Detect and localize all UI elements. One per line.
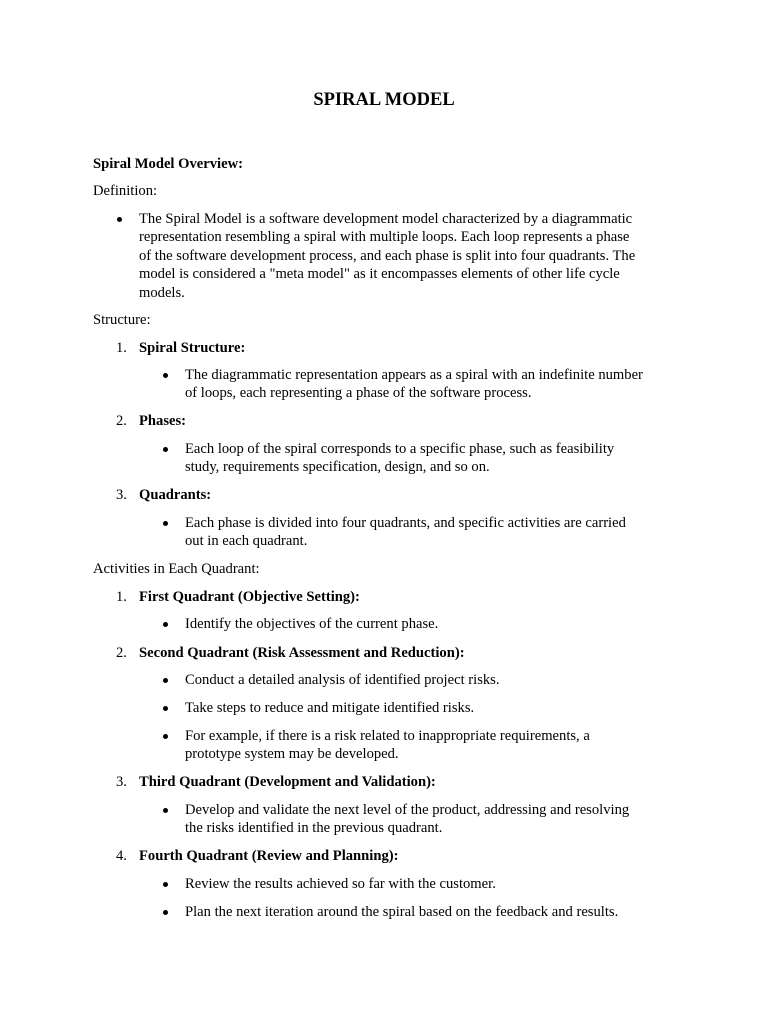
structure-heading-spiral: Spiral Structure: — [139, 340, 246, 356]
definition-line: The Spiral Model is a software development model characterized by a diagrammatic — [139, 211, 633, 227]
definition-line: of the software development process, and each phase is split into four quadrants. The — [139, 247, 636, 264]
list-item-line: study, requirements specification, design, and so on. — [185, 459, 490, 476]
list-number: 2. — [116, 645, 127, 661]
list-number: 1. — [116, 589, 127, 605]
list-number: 4. — [116, 848, 127, 864]
list-item-line: Identify the objectives of the current phase. — [185, 616, 439, 632]
activity-heading-first-quadrant: First Quadrant (Objective Setting): — [139, 589, 360, 605]
definition-line: model is considered a "meta model" as it encompasses elements of other life cycle — [139, 266, 620, 283]
list-item-line: of loops, each representing a phase of the software process. — [185, 385, 532, 402]
page-title: SPIRAL MODEL — [313, 90, 455, 110]
list-item-line: For example, if there is a risk related to inappropriate requirements, a — [185, 728, 590, 744]
list-number: 3. — [116, 487, 127, 503]
list-number: 2. — [116, 413, 127, 429]
list-item-line: Plan the next iteration around the spiral based on the feedback and results. — [185, 904, 619, 920]
list-number: 1. — [116, 340, 127, 356]
bullet-icon — [162, 801, 170, 819]
definition-label: Definition: — [93, 183, 158, 199]
bullet-icon — [162, 671, 170, 689]
list-item-line: Each loop of the spiral corresponds to a specific phase, such as feasibility — [185, 441, 615, 457]
bullet-icon — [162, 615, 170, 633]
bullet-icon — [162, 699, 170, 717]
activity-heading-third-quadrant: Third Quadrant (Development and Validation): — [139, 774, 436, 790]
list-number: 3. — [116, 774, 127, 790]
structure-heading-quadrants: Quadrants: — [139, 487, 212, 503]
bullet-icon — [162, 514, 170, 532]
bullet-icon — [162, 727, 170, 745]
list-item-line: Conduct a detailed analysis of identified project risks. — [185, 672, 500, 688]
bullet-icon — [162, 440, 170, 458]
activity-heading-fourth-quadrant: Fourth Quadrant (Review and Planning): — [139, 848, 399, 864]
overview-heading: Spiral Model Overview: — [93, 156, 243, 172]
list-item-line: The diagrammatic representation appears as a spiral with an indefinite number — [185, 367, 643, 383]
structure-heading-phases: Phases: — [139, 413, 187, 429]
list-item-line: Take steps to reduce and mitigate identified risks. — [185, 700, 475, 716]
list-item-line: the risks identified in the previous quadrant. — [185, 820, 443, 837]
bullet-icon — [162, 903, 170, 921]
list-item-line: prototype system may be developed. — [185, 746, 399, 763]
list-item-line: out in each quadrant. — [185, 533, 308, 550]
list-item-line: Review the results achieved so far with the customer. — [185, 876, 496, 892]
activity-heading-second-quadrant: Second Quadrant (Risk Assessment and Reduction): — [139, 645, 465, 661]
definition-line: models. — [139, 284, 185, 301]
structure-label: Structure: — [93, 312, 151, 328]
bullet-icon — [162, 875, 170, 893]
activities-label: Activities in Each Quadrant: — [93, 561, 260, 577]
list-item-line: Each phase is divided into four quadrants, and specific activities are carried — [185, 515, 626, 531]
list-item-line: Develop and validate the next level of the product, addressing and resolving — [185, 802, 630, 818]
definition-line: representation resembling a spiral with multiple loops. Each loop represents a phase — [139, 229, 630, 246]
bullet-icon — [116, 210, 124, 228]
bullet-icon — [162, 366, 170, 384]
